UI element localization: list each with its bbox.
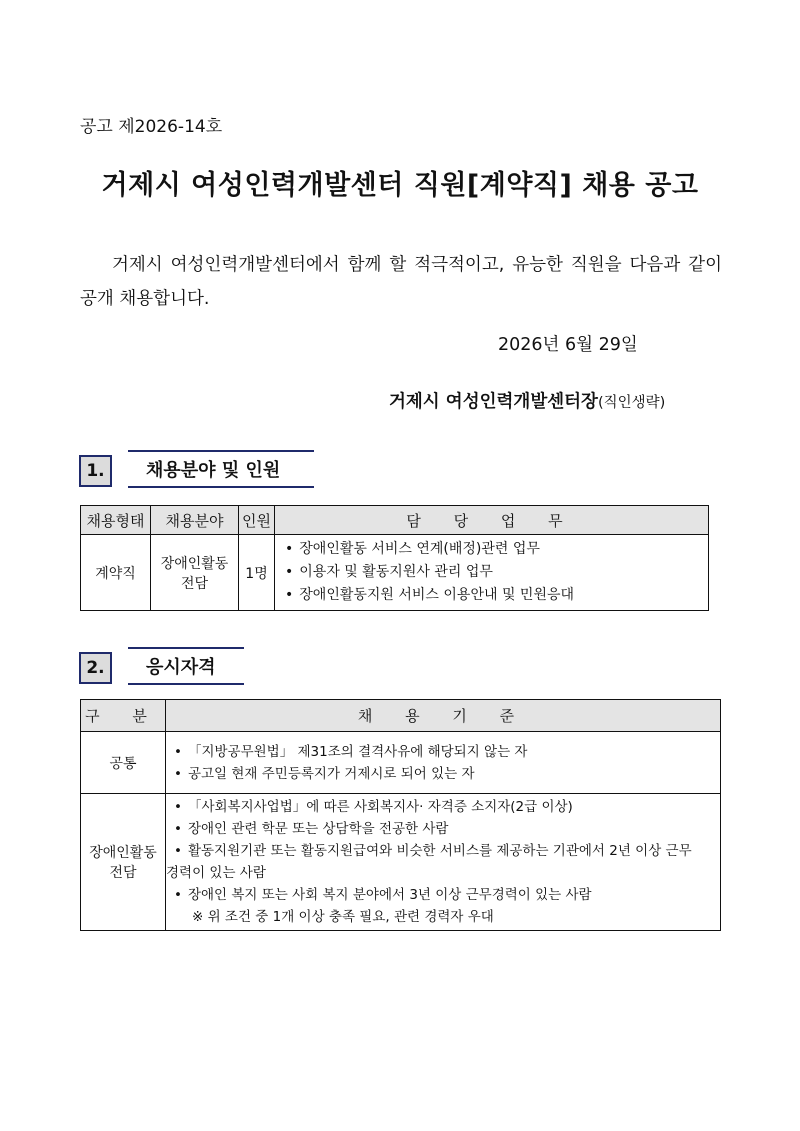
section-2-title: 응시자격 [128, 647, 244, 685]
category-common: 공통 [81, 732, 166, 794]
section-2-number: 2. [79, 652, 112, 684]
duty-item: • 이용자 및 활동지원사 관리 업무 [285, 561, 708, 584]
intro-paragraph: 거제시 여성인력개발센터에서 함께 할 적극적이고, 유능한 직원을 다음과 같이 공개 채용합니다. [80, 255, 722, 309]
issuer-name: 거제시 여성인력개발센터장 [389, 392, 598, 412]
section-1-number: 1. [79, 455, 112, 487]
category-specific-line2: 전담 [109, 865, 137, 881]
criteria-item-part1: 활동지원기관 또는 활동지원급여와 비슷한 서비스를 제공하는 기관에서 2년 이상 근무 [187, 843, 692, 859]
criteria-item: • 「지방공무원법」 제31조의 결격사유에 해당되지 않는 자 [174, 741, 716, 763]
header-duties: 담 당 업 무 [275, 506, 709, 535]
recruit-count: 1명 [239, 535, 275, 611]
header-type: 채용형태 [81, 506, 151, 535]
page-title: 거제시 여성인력개발센터 직원[계약직] 채용 공고 [101, 170, 699, 201]
seal-note: (직인생략) [597, 395, 666, 411]
notice-date: 2026년 6월 29일 [498, 335, 638, 355]
common-criteria [166, 732, 721, 794]
specific-criteria [166, 794, 721, 931]
duty-item: • 장애인활동 서비스 연계(배정)관련 업무 [285, 538, 708, 561]
employment-type: 계약직 [81, 535, 151, 611]
notice-number: 공고 제2026-14호 [80, 117, 223, 137]
criteria-item: • 공고일 현재 주민등록지가 거제시로 되어 있는 자 [174, 763, 716, 785]
criteria-item-part2: 경력이 있는 사람 [166, 865, 266, 881]
criteria-item [166, 840, 716, 884]
criteria-item: • 「사회복지사업법」에 따른 사회복지사· 자격증 소지자(2급 이상) [174, 796, 716, 818]
header-category: 구 분 [81, 700, 166, 732]
header-count: 인원 [239, 506, 275, 535]
recruitment-table [80, 505, 709, 611]
category-specific-line1: 장애인활동 [89, 845, 157, 861]
category-specific [81, 794, 166, 931]
criteria-item: • 장애인 복지 또는 사회 복지 분야에서 3년 이상 근무경력이 있는 사람 [174, 884, 716, 906]
duty-item: • 장애인활동지원 서비스 이용안내 및 민원응대 [285, 584, 708, 607]
duties-cell [275, 535, 709, 611]
recruit-field-line1: 장애인활동 [160, 555, 229, 572]
issuer [389, 388, 665, 413]
header-field: 채용분야 [151, 506, 239, 535]
qualification-table [80, 699, 721, 931]
section-1-title: 채용분야 및 인원 [128, 450, 314, 488]
recruit-field-line2: 전담 [180, 575, 209, 592]
header-criteria: 채 용 기 준 [166, 700, 721, 732]
criteria-item: • 장애인 관련 학문 또는 상담학을 전공한 사람 [174, 818, 716, 840]
criteria-note: ※ 위 조건 중 1개 이상 충족 필요, 관련 경력자 우대 [192, 909, 494, 925]
recruit-field [151, 535, 239, 611]
